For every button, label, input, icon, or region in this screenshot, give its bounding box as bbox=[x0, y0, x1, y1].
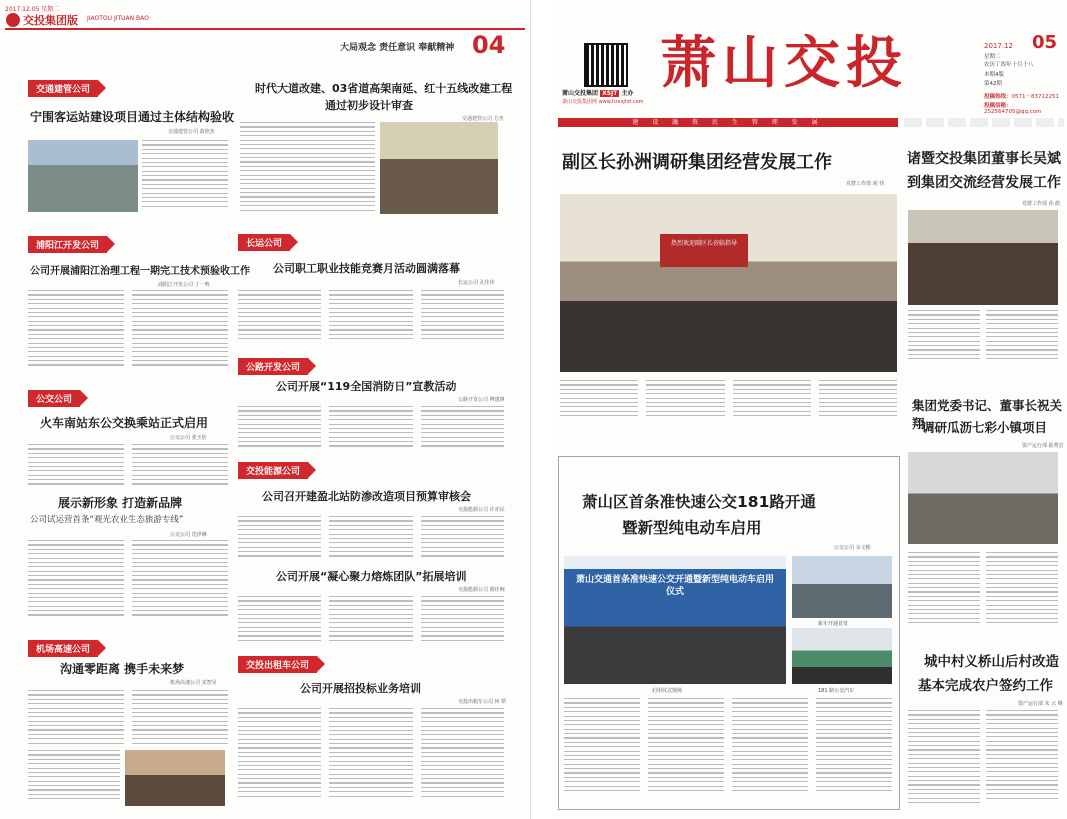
nav-strip bbox=[904, 118, 1064, 127]
story-title: 副区长孙洲调研集团经营发展工作 bbox=[562, 152, 832, 173]
article-byline: 公交公司 沈伊琳 bbox=[170, 532, 207, 538]
article-title: 宁围客运站建设项目通过主体结构验收 bbox=[30, 110, 235, 124]
header-rule bbox=[5, 28, 525, 30]
section-tag: 浦阳江开发公司 bbox=[28, 236, 107, 253]
article-text bbox=[238, 596, 504, 648]
article-text bbox=[28, 690, 228, 746]
qr-code-icon bbox=[584, 43, 628, 87]
masthead-title: 萧山交投 bbox=[660, 30, 908, 96]
section-tag: 交通建管公司 bbox=[28, 80, 98, 97]
article-byline: 机场高速公司 宋智昊 bbox=[170, 680, 217, 686]
photo-caption: 启用仪式现场 bbox=[652, 688, 683, 694]
story-byline: 党群工作部 胡 伟 bbox=[846, 181, 885, 187]
issue-number: 第42期 bbox=[984, 81, 1002, 87]
section-tag: 公路开发公司 bbox=[238, 358, 308, 375]
issue-lunar: 农历丁酉年十月十八 bbox=[984, 62, 1034, 68]
section-tag: 交投能源公司 bbox=[238, 462, 308, 479]
section-tag: 公交公司 bbox=[28, 390, 80, 407]
issue-weekday: 星期二 bbox=[984, 54, 1001, 60]
story-byline: 公交公司 余文彬 bbox=[834, 545, 871, 551]
photo-caption: 181 路公交汽车 bbox=[818, 688, 855, 694]
story-title-line1: 萧山区首条准快速公交181路开通 bbox=[582, 493, 816, 511]
motto-strip: 建 设 融 资 民 生 管 理 发 展 bbox=[558, 118, 898, 127]
section-tag: 交投出租车公司 bbox=[238, 656, 317, 673]
section-tag: 机场高速公司 bbox=[28, 640, 98, 657]
article-text bbox=[28, 750, 120, 806]
article-title: 展示新形象 打造新品牌 bbox=[58, 496, 183, 510]
article-text bbox=[142, 140, 228, 212]
story-title-line2: 基本完成农户签约工作 bbox=[918, 678, 1053, 694]
article-photo bbox=[125, 750, 225, 806]
story-text bbox=[564, 698, 892, 798]
brand-title: 交投集团版 bbox=[23, 14, 78, 27]
article-title: 公司开展招投标业务培训 bbox=[300, 682, 421, 695]
brand-en: JIAOTOU JITUAN BAO bbox=[87, 15, 149, 22]
article-title: 公司开展浦阳江治理工程一期完工技术预验收工作 bbox=[30, 266, 250, 277]
story-title-line1: 集团党委书记、董事长祝关翔 bbox=[912, 398, 1063, 431]
right-page bbox=[552, 0, 1067, 819]
article-text bbox=[240, 122, 375, 214]
bus-photo bbox=[792, 556, 892, 618]
article-byline: 交通建管公司 葛艳杰 bbox=[168, 129, 215, 135]
article-text bbox=[238, 516, 504, 562]
article-byline: 公路开发公司 傅建锋 bbox=[458, 397, 505, 403]
logo-icon bbox=[6, 13, 20, 27]
page-date: 2017.12.05 星期二 bbox=[5, 6, 60, 13]
issue-date: 2017.12 bbox=[984, 42, 1013, 50]
issue-day: 05 bbox=[1032, 32, 1058, 53]
article-title: 公司开展“凝心聚力熔炼团队”拓展培训 bbox=[276, 570, 467, 583]
article-title: 沟通零距离 携手未来梦 bbox=[60, 662, 185, 676]
article-title-line1: 时代大道改建、03省道高架南延、红十五线改建工程 bbox=[255, 82, 513, 95]
article-byline: 交投能源公司 许亦民 bbox=[458, 507, 505, 513]
story-title-line2: 到集团交流经营发展工作 bbox=[907, 175, 1061, 191]
article-byline: 交投能源公司 蔡佳婉 bbox=[458, 587, 505, 593]
photo-caption: 新车开通首发 bbox=[818, 621, 849, 627]
welcome-sign: 热烈欢迎副区长莅临指导 bbox=[660, 234, 748, 267]
article-text bbox=[28, 444, 228, 488]
story-title-line1: 诸暨交投集团董事长吴斌 bbox=[907, 151, 1061, 167]
story-photo bbox=[908, 452, 1058, 544]
story-photo bbox=[908, 210, 1058, 305]
article-text bbox=[28, 540, 228, 618]
story-text bbox=[908, 552, 1058, 628]
article-text bbox=[238, 290, 504, 346]
story-text bbox=[908, 710, 1058, 806]
meeting-photo bbox=[380, 122, 498, 214]
story-text bbox=[560, 380, 897, 442]
article-title: 公司职工职业技能竞赛月活动圆满落幕 bbox=[273, 262, 460, 275]
story-byline: 资产运行部 陆秀洁 bbox=[1022, 443, 1064, 449]
section-tag: 长运公司 bbox=[238, 234, 290, 251]
article-subtitle: 公司试运营首条“观光农业生态旅游专线” bbox=[30, 515, 184, 525]
website: 萧山交投集团网 www.hzxsjtzt.com bbox=[562, 99, 644, 105]
story-text bbox=[908, 310, 1058, 370]
article-byline: 长运公司 孔佳伟 bbox=[458, 280, 495, 286]
ceremony-banner: 萧山交通首条准快速公交开通暨新型纯电动车启用仪式 bbox=[575, 575, 774, 597]
article-byline: 交通建管公司 方杰 bbox=[462, 116, 504, 122]
story-title-line2: 暨新型纯电动车启用 bbox=[622, 519, 762, 537]
article-text bbox=[238, 406, 504, 452]
story-title-line2: 调研瓜沥七彩小镇项目 bbox=[922, 420, 1048, 435]
article-text bbox=[238, 708, 504, 804]
article-title: 火车南站东公交换乘站正式启用 bbox=[40, 416, 209, 430]
article-title: 公司召开建盈北站防渗改造项目预算审核会 bbox=[262, 490, 471, 503]
article-byline: 交投出租车公司 何 妍 bbox=[458, 699, 507, 705]
article-text bbox=[28, 290, 228, 372]
article-byline: 浦阳江开发公司 丁一鸣 bbox=[158, 282, 210, 288]
issue-pages: 本期4版 bbox=[984, 72, 1004, 78]
story-title-line1: 城中村义桥山后村改造 bbox=[924, 654, 1059, 670]
ceremony-photo bbox=[564, 556, 786, 684]
article-photo bbox=[28, 140, 138, 212]
bus-line-photo bbox=[792, 628, 892, 684]
story-photo bbox=[560, 194, 897, 372]
qr-caption: 萧山交投集团 XSJT 主办 bbox=[562, 90, 634, 97]
left-page bbox=[0, 0, 531, 819]
hotline: 投稿热线：0571－83712251 bbox=[984, 94, 1060, 100]
article-byline: 公交公司 张玉怡 bbox=[170, 435, 207, 441]
slogan: 大局观念 责任意识 奉献精神 bbox=[340, 43, 455, 53]
page-number: 04 bbox=[472, 31, 506, 59]
article-title-line2: 通过初步设计审查 bbox=[325, 99, 413, 112]
story-byline: 党群工作部 孙 皓 bbox=[1022, 201, 1061, 207]
story-byline: 资产运行部 朱 云 峰 bbox=[1018, 701, 1063, 707]
mailbox: 投稿信箱：252564705@qq.com bbox=[984, 103, 1042, 115]
article-title: 公司开展“119全国消防日”宣教活动 bbox=[276, 380, 457, 393]
